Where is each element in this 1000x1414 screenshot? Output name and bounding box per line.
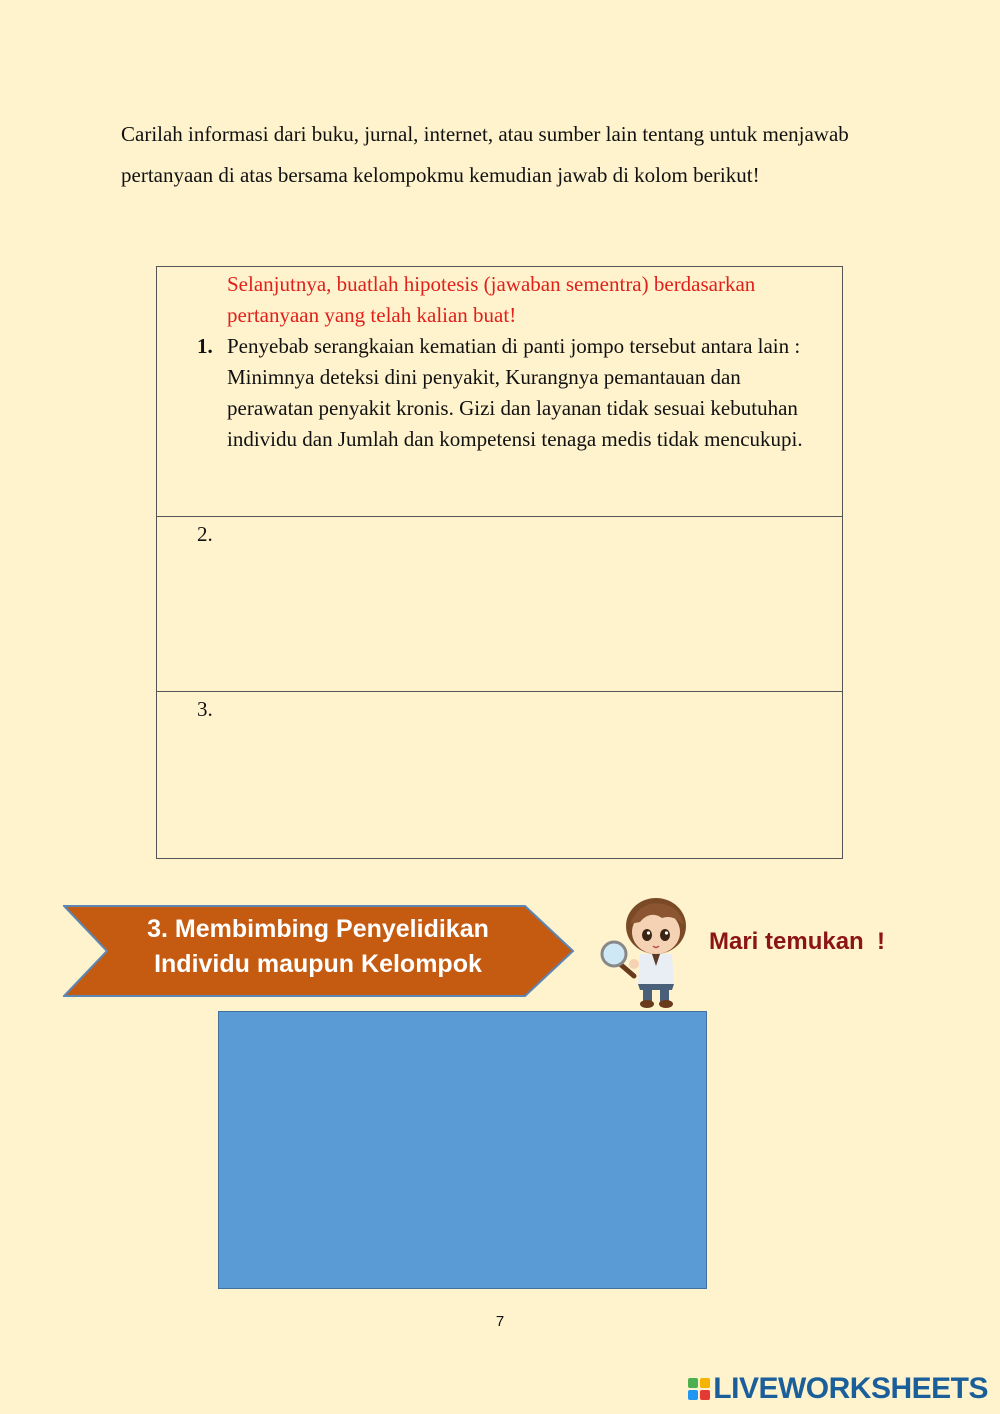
- hypothesis-table: [156, 266, 843, 859]
- table-row[interactable]: [157, 692, 842, 858]
- detective-boy-icon: [600, 892, 700, 1010]
- brand-name: LIVEWORKSHEETS: [713, 1372, 988, 1405]
- banner-line-1: 3. Membimbing Penyelidikan: [147, 915, 489, 943]
- findings-box[interactable]: [218, 1011, 707, 1289]
- mari-temukan-callout: Mari temukan !: [709, 928, 886, 955]
- banner-title: [103, 912, 533, 982]
- liveworksheets-icon: [687, 1377, 711, 1401]
- page-number: 7: [495, 1313, 505, 1330]
- banner-line-2: Individu maupun Kelompok: [154, 950, 482, 978]
- answer-text[interactable]: Penyebab serangkaian kematian di panti jompo tersebut antara lain : Minimnya deteksi dini penyakit, Kurangnya pemantauan dan perawatan penyakit kronis. Gizi dan layanan tidak sesuai kebutuhan individu dan Jumlah dan kompetensi tenaga medis tidak mencukupi.: [227, 334, 803, 451]
- table-row[interactable]: [157, 517, 842, 692]
- table-row: [157, 267, 842, 517]
- intro-paragraph: Carilah informasi dari buku, jurnal, internet, atau sumber lain tentang untuk menjawab pertanyaan di atas bersama kelompokmu kemudian jawab di kolom berikut!: [121, 122, 849, 187]
- row-number: 1.: [197, 334, 213, 358]
- row-number: 2.: [197, 522, 213, 546]
- liveworksheets-logo[interactable]: [687, 1372, 988, 1406]
- section-banner: [63, 904, 575, 998]
- row-number: 3.: [197, 697, 213, 721]
- hypothesis-instruction: Selanjutnya, buatlah hipotesis (jawaban sementra) berdasarkan pertanyaan yang telah kalian buat!: [227, 272, 756, 327]
